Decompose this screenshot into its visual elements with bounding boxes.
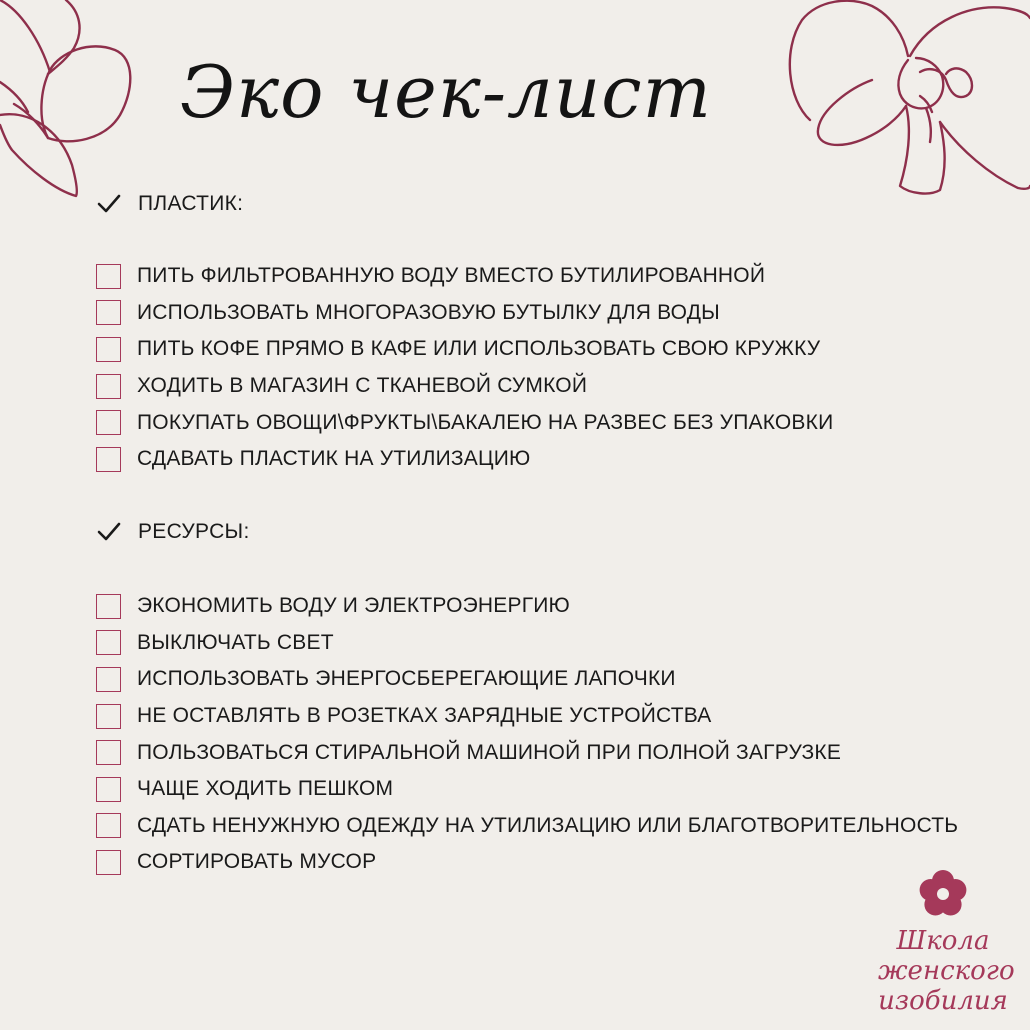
check-icon (96, 193, 122, 215)
plastic-checklist (96, 258, 833, 478)
checkbox[interactable] (96, 667, 121, 692)
logo-line: изобилия (878, 986, 1008, 1016)
checkbox[interactable] (96, 630, 121, 655)
item-label: ПИТЬ ФИЛЬТРОВАННУЮ ВОДУ ВМЕСТО БУТИЛИРОВАННОЙ (137, 264, 766, 288)
list-item (96, 698, 958, 735)
brand-logo (878, 868, 1015, 1016)
orchid-left-icon (0, 0, 140, 200)
item-label: ПОКУПАТЬ ОВОЩИ\ФРУКТЫ\БАКАЛЕЮ НА РАЗВЕС БЕЗ УПАКОВКИ (137, 410, 834, 434)
list-item (96, 734, 958, 771)
resources-checklist (96, 588, 958, 881)
section-heading-plastic (96, 192, 243, 216)
checkbox[interactable] (96, 300, 121, 325)
item-label: ПИТЬ КОФЕ ПРЯМО В КАФЕ ИЛИ ИСПОЛЬЗОВАТЬ СВОЮ КРУЖКУ (137, 337, 821, 361)
checkbox[interactable] (96, 410, 121, 435)
checkbox[interactable] (96, 264, 121, 289)
flower-logo-icon (917, 868, 969, 920)
check-icon (96, 521, 122, 543)
checkbox[interactable] (96, 337, 121, 362)
item-label: ХОДИТЬ В МАГАЗИН С ТКАНЕВОЙ СУМКОЙ (137, 374, 588, 398)
list-item (96, 625, 958, 662)
logo-line: женского (878, 956, 1015, 986)
list-item (96, 661, 958, 698)
list-item (96, 588, 958, 625)
item-label: СДАТЬ НЕНУЖНУЮ ОДЕЖДУ НА УТИЛИЗАЦИЮ ИЛИ БЛАГОТВОРИТЕЛЬНОСТЬ (137, 813, 959, 837)
item-label: СДАВАТЬ ПЛАСТИК НА УТИЛИЗАЦИЮ (137, 447, 531, 471)
list-item (96, 295, 833, 332)
list-item (96, 844, 958, 881)
checkbox[interactable] (96, 813, 121, 838)
item-label: ЭКОНОМИТЬ ВОДУ И ЭЛЕКТРОЭНЕРГИЮ (137, 594, 570, 618)
checkbox[interactable] (96, 704, 121, 729)
item-label: ИСПОЛЬЗОВАТЬ ЭНЕРГОСБЕРЕГАЮЩИЕ ЛАПОЧКИ (137, 667, 676, 691)
list-item (96, 368, 833, 405)
checkbox[interactable] (96, 594, 121, 619)
list-item (96, 771, 958, 808)
item-label: ЧАЩЕ ХОДИТЬ ПЕШКОМ (137, 777, 394, 801)
checkbox[interactable] (96, 740, 121, 765)
list-item (96, 258, 833, 295)
checkbox[interactable] (96, 374, 121, 399)
logo-text (878, 926, 1015, 1016)
item-label: НЕ ОСТАВЛЯТЬ В РОЗЕТКАХ ЗАРЯДНЫЕ УСТРОЙСТВА (137, 704, 712, 728)
page-title: Эко чек-лист (180, 50, 712, 134)
checkbox[interactable] (96, 777, 121, 802)
section-heading-label: ПЛАСТИК: (138, 192, 244, 215)
item-label: ВЫКЛЮЧАТЬ СВЕТ (137, 630, 334, 654)
item-label: СОРТИРОВАТЬ МУСОР (137, 850, 377, 874)
checkbox[interactable] (96, 850, 121, 875)
logo-line: Школа (896, 926, 990, 956)
list-item (96, 808, 958, 845)
checkbox[interactable] (96, 447, 121, 472)
section-heading-resources (96, 520, 250, 544)
item-label: ИСПОЛЬЗОВАТЬ МНОГОРАЗОВУЮ БУТЫЛКУ ДЛЯ ВОДЫ (137, 300, 720, 324)
section-heading-label: РЕСУРСЫ: (138, 520, 250, 543)
orchid-right-icon (780, 0, 1030, 200)
list-item (96, 331, 833, 368)
item-label: ПОЛЬЗОВАТЬСЯ СТИРАЛЬНОЙ МАШИНОЙ ПРИ ПОЛНОЙ ЗАГРУЗКЕ (137, 740, 842, 764)
list-item (96, 441, 833, 478)
list-item (96, 404, 833, 441)
